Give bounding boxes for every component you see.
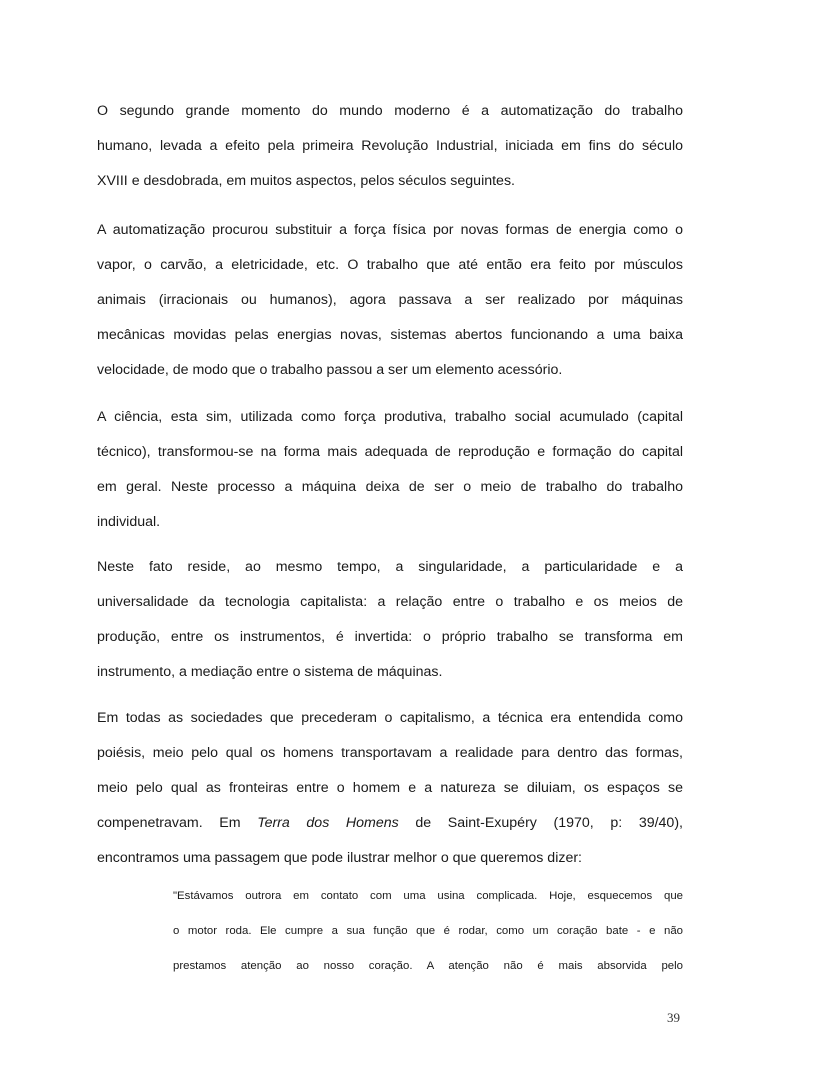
text-line: Neste fato reside, ao mesmo tempo, a singularidade, a particularidade e a <box>97 559 683 575</box>
quote-line: prestamos atenção ao nosso coração. A atenção não é mais absorvida pelo <box>173 960 683 972</box>
paragraph-4 <box>97 550 683 690</box>
paragraph-2 <box>97 213 683 388</box>
page-number: 39 <box>667 1010 680 1025</box>
paragraph-1 <box>97 94 683 199</box>
text-line: A ciência, esta sim, utilizada como força produtiva, trabalho social acumulado (capital <box>97 409 683 425</box>
text-line: poiésis, meio pelo qual os homens transportavam a realidade para dentro das formas, <box>97 745 683 761</box>
text-line: em geral. Neste processo a máquina deixa de ser o meio de trabalho do trabalho <box>97 479 683 495</box>
text-line: mecânicas movidas pelas energias novas, sistemas abertos funcionando a uma baixa <box>97 327 683 343</box>
paragraph-3 <box>97 400 683 540</box>
paragraph-5 <box>97 701 683 876</box>
quote-line: o motor roda. Ele cumpre a sua função que é rodar, como um coração bate - e não <box>173 925 683 937</box>
text-line: humano, levada a efeito pela primeira Revolução Industrial, iniciada em fins do século <box>97 138 683 154</box>
text-line: encontramos uma passagem que pode ilustrar melhor o que queremos dizer: <box>97 850 583 866</box>
text-line: universalidade da tecnologia capitalista: a relação entre o trabalho e os meios de <box>97 594 683 610</box>
text-line: A automatização procurou substituir a força física por novas formas de energia como o <box>97 222 683 238</box>
text-line: O segundo grande momento do mundo moderno é a automatização do trabalho <box>97 103 683 119</box>
text-segment: de Saint-Exupéry (1970, p: 39/40), <box>398 815 683 831</box>
text-line: vapor, o carvão, a eletricidade, etc. O trabalho que até então era feito por músculos <box>97 257 683 273</box>
text-line-citation <box>97 806 683 841</box>
text-line: técnico), transformou-se na forma mais adequada de reprodução e formação do capital <box>97 444 683 460</box>
text-line: animais (irracionais ou humanos), agora passava a ser realizado por máquinas <box>97 292 683 308</box>
text-line: XVIII e desdobrada, em muitos aspectos, pelos séculos seguintes. <box>97 173 515 189</box>
text-line: velocidade, de modo que o trabalho passou a ser um elemento acessório. <box>97 362 563 378</box>
block-quote <box>173 879 683 984</box>
text-line: instrumento, a mediação entre o sistema de máquinas. <box>97 664 443 680</box>
text-line: meio pelo qual as fronteiras entre o homem e a natureza se diluiam, os espaços se <box>97 780 683 796</box>
text-line: produção, entre os instrumentos, é invertida: o próprio trabalho se transforma em <box>97 629 683 645</box>
book-title: Terra dos Homens <box>257 815 399 831</box>
text-line: Em todas as sociedades que precederam o capitalismo, a técnica era entendida como <box>97 710 683 726</box>
quote-line: "Estávamos outrora em contato com uma usina complicada. Hoje, esquecemos que <box>173 890 683 902</box>
text-line: individual. <box>97 514 161 530</box>
text-segment: compenetravam. Em <box>97 815 258 831</box>
